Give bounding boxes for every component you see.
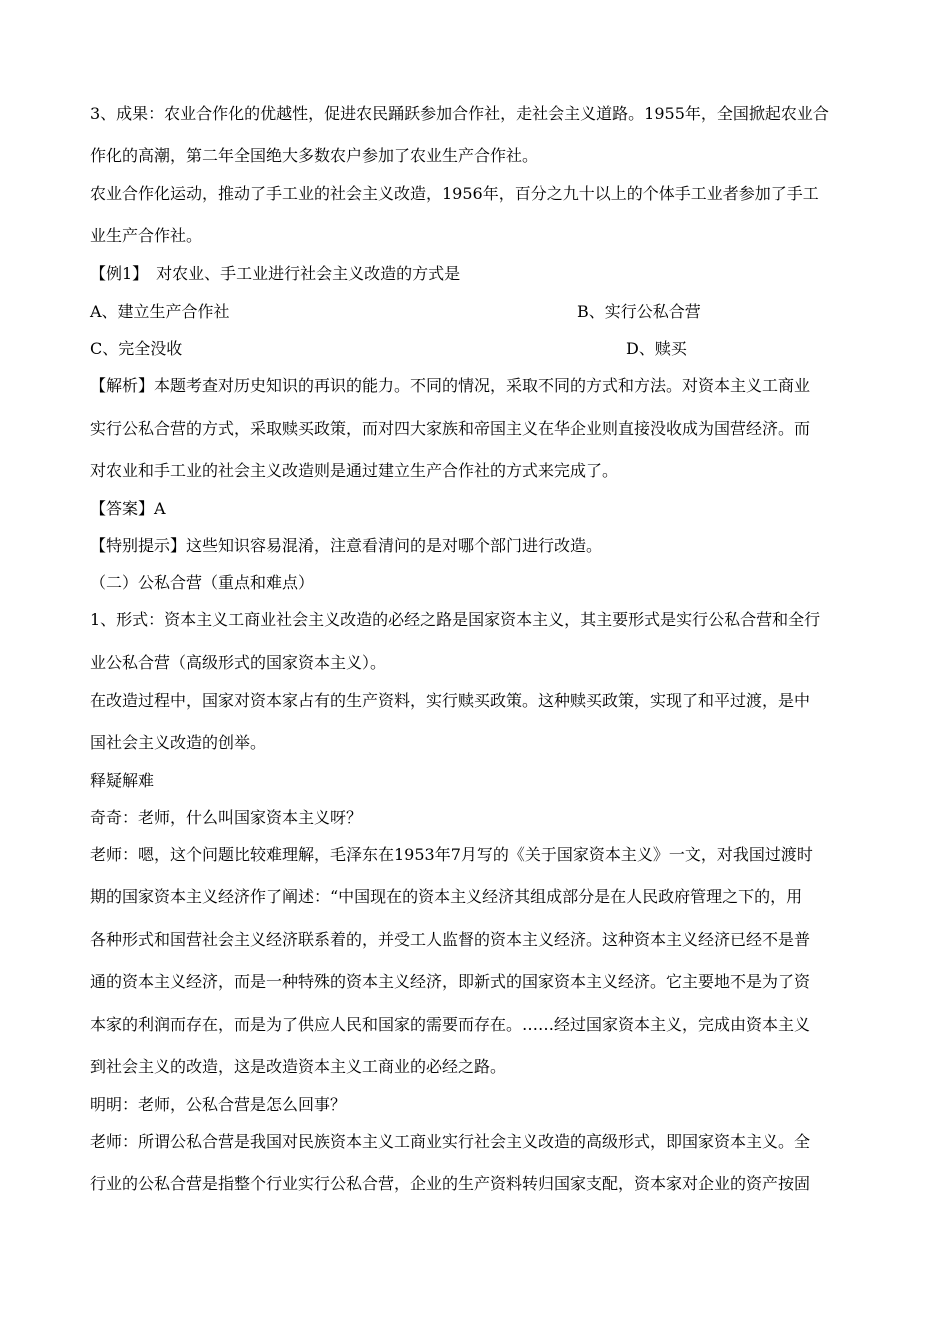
paragraph-line: 农业合作化运动，推动了手工业的社会主义改造，1956年，百分之九十以上的个体手工业者参加了手工: [90, 184, 819, 203]
analysis-line: 对农业和手工业的社会主义改造则是通过建立生产合作社的方式来完成了。: [90, 461, 619, 480]
option-a: A、建立生产合作社: [90, 302, 230, 321]
paragraph-line: 3、成果：农业合作化的优越性，促进农民踊跃参加合作社，走社会主义道路。1955年，全国掀起农业合: [90, 104, 829, 123]
dialogue-line: 行业的公私合营是指整个行业实行公私合营，企业的生产资料转归国家支配，资本家对企业的资产按固: [90, 1174, 811, 1193]
dialogue-line: 通的资本主义经济，而是一种特殊的资本主义经济，即新式的国家资本主义经济。它主要地不是为了资: [90, 972, 811, 991]
option-c: C、完全没收: [90, 339, 183, 358]
dialogue-line: 期的国家资本主义经济作了阐述：“中国现在的资本主义经济其组成部分是在人民政府管理之下的，用: [90, 887, 803, 906]
paragraph-line: 1、形式：资本主义工商业社会主义改造的必经之路是国家资本主义，其主要形式是实行公私合营和全行: [90, 610, 821, 629]
answer-line: 【答案】A: [90, 499, 166, 518]
subheading: 释疑解难: [90, 771, 155, 790]
option-b: B、实行公私合营: [577, 302, 701, 321]
paragraph-line: 在改造过程中，国家对资本家占有的生产资料，实行赎买政策。这种赎买政策，实现了和平过渡，是中: [90, 691, 811, 710]
dialogue-line: 本家的利润而存在，而是为了供应人民和国家的需要而存在。……经过国家资本主义，完成由资本主义: [90, 1015, 811, 1034]
paragraph-line: 国社会主义改造的创举。: [90, 733, 267, 752]
dialogue-line: 老师：所谓公私合营是我国对民族资本主义工商业实行社会主义改造的高级形式，即国家资本主义。全: [90, 1132, 811, 1151]
section-heading: （二）公私合营（重点和难点）: [90, 573, 315, 592]
dialogue-line: 奇奇：老师，什么叫国家资本主义呀？: [90, 808, 363, 827]
dialogue-line: 到社会主义的改造，这是改造资本主义工商业的必经之路。: [90, 1057, 507, 1076]
dialogue-line: 明明：老师，公私合营是怎么回事？: [90, 1095, 347, 1114]
example-question: 【例1】 对农业、手工业进行社会主义改造的方式是: [90, 264, 461, 283]
analysis-line: 实行公私合营的方式，采取赎买政策，而对四大家族和帝国主义在华企业则直接没收成为国营经济。而: [90, 419, 811, 438]
option-d: D、赎买: [626, 339, 687, 358]
paragraph-line: 作化的高潮，第二年全国绝大多数农户参加了农业生产合作社。: [90, 146, 539, 165]
analysis-line: 【解析】本题考查对历史知识的再识的能力。不同的情况，采取不同的方式和方法。对资本主义工商业: [90, 376, 811, 395]
special-tip: 【特别提示】这些知识容易混淆，注意看清问的是对哪个部门进行改造。: [90, 536, 603, 555]
paragraph-line: 业公私合营（高级形式的国家资本主义）。: [90, 653, 387, 672]
dialogue-line: 各种形式和国营社会主义经济联系着的，并受工人监督的资本主义经济。这种资本主义经济已经不是普: [90, 930, 811, 949]
dialogue-line: 老师：嗯，这个问题比较难理解，毛泽东在1953年7月写的《关于国家资本主义》一文，对我国过渡时: [90, 845, 813, 864]
paragraph-line: 业生产合作社。: [90, 226, 203, 245]
